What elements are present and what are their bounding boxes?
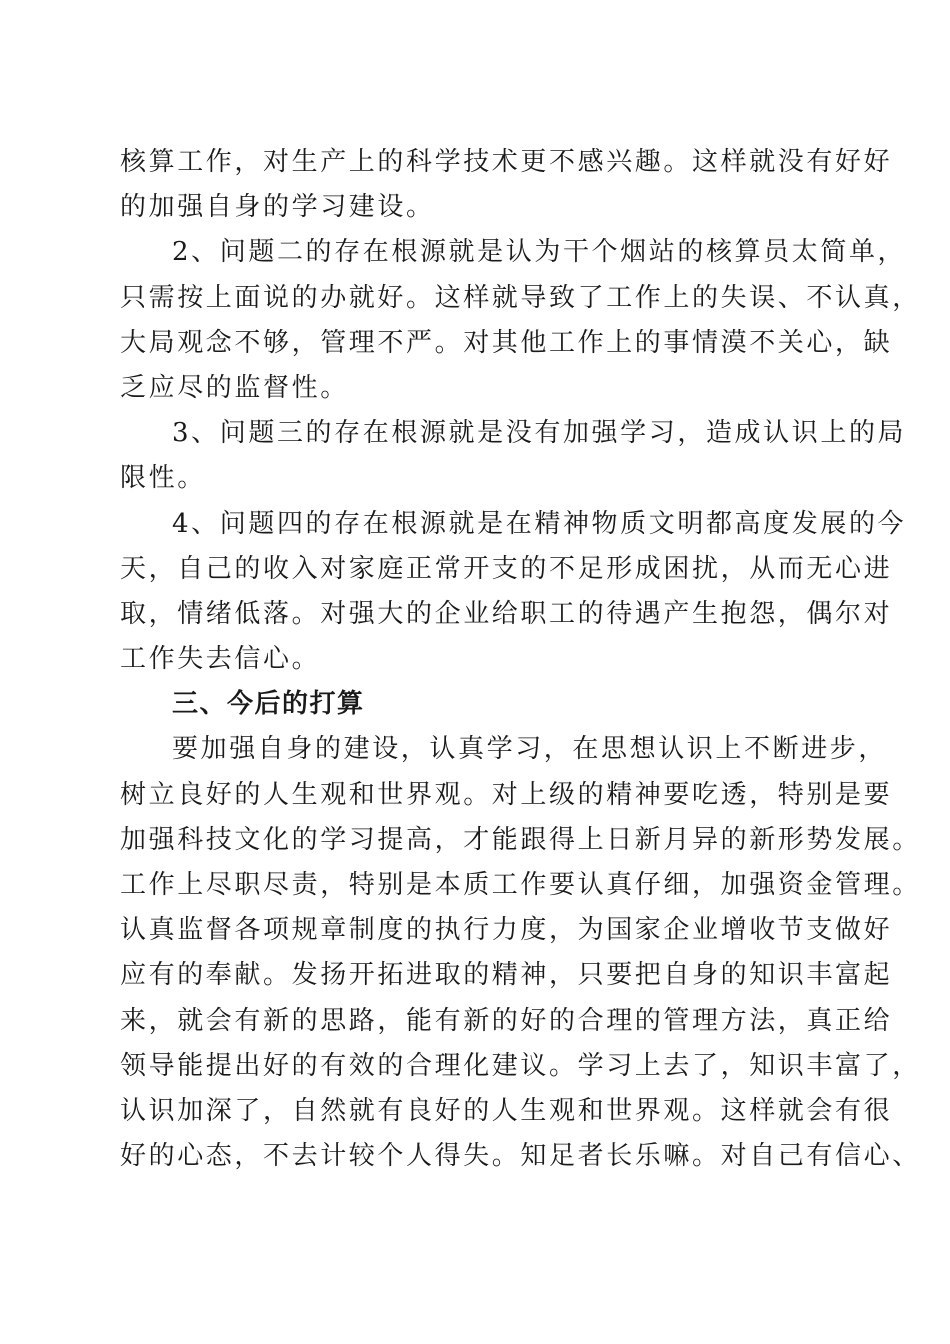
text-line: 取，情绪低落。对强大的企业给职工的待遇产生抱怨，偶尔对 <box>120 598 893 629</box>
paragraph-start-line: 要加强自身的建设，认真学习，在思想认识上不断进步， <box>172 734 888 765</box>
paragraph-start-line: 4、问题四的存在根源就是在精神物质文明都高度发展的今 <box>172 508 907 539</box>
text-line: 应有的奉献。发扬开拓进取的精神，只要把自身的知识丰富起 <box>120 960 893 991</box>
text-line: 只需按上面说的办就好。这样就导致了工作上的失误、不认真， <box>120 282 921 313</box>
text-line: 工作上尽职尽责，特别是本质工作要认真仔细，加强资金管理。 <box>120 870 921 900</box>
text-line: 树立良好的人生观和世界观。对上级的精神要吃透，特别是要 <box>120 779 893 810</box>
paragraph-start-line: 3、问题三的存在根源就是没有加强学习，造成认识上的局 <box>172 418 907 449</box>
text-line: 乏应尽的监督性。 <box>120 372 349 403</box>
text-line: 天，自己的收入对家庭正常开支的不足形成困扰，从而无心进 <box>120 553 893 584</box>
text-line: 工作失去信心。 <box>120 644 321 675</box>
text-line: 的加强自身的学习建设。 <box>120 192 435 223</box>
text-line: 来，就会有新的思路，能有新的好的合理的管理方法，真正给 <box>120 1005 893 1036</box>
text-line: 大局观念不够，管理不严。对其他工作上的事情漠不关心，缺 <box>120 327 893 358</box>
text-line: 限性。 <box>120 463 206 494</box>
text-line: 好的心态，不去计较个人得失。知足者长乐嘛。对自己有信心、 <box>120 1141 921 1172</box>
text-line: 加强科技文化的学习提高，才能跟得上日新月异的新形势发展。 <box>120 824 921 855</box>
text-line: 领导能提出好的有效的合理化建议。学习上去了，知识丰富了， <box>120 1050 921 1081</box>
section-heading: 三、今后的打算 <box>172 689 365 720</box>
text-line: 认真监督各项规章制度的执行力度，为国家企业增收节支做好 <box>120 915 893 946</box>
paragraph-start-line: 2、问题二的存在根源就是认为干个烟站的核算员太简单， <box>172 237 907 268</box>
text-line: 认识加深了，自然就有良好的人生观和世界观。这样就会有很 <box>120 1095 893 1126</box>
document-body <box>120 140 921 1179</box>
text-line: 核算工作，对生产上的科学技术更不感兴趣。这样就没有好好 <box>120 147 893 177</box>
